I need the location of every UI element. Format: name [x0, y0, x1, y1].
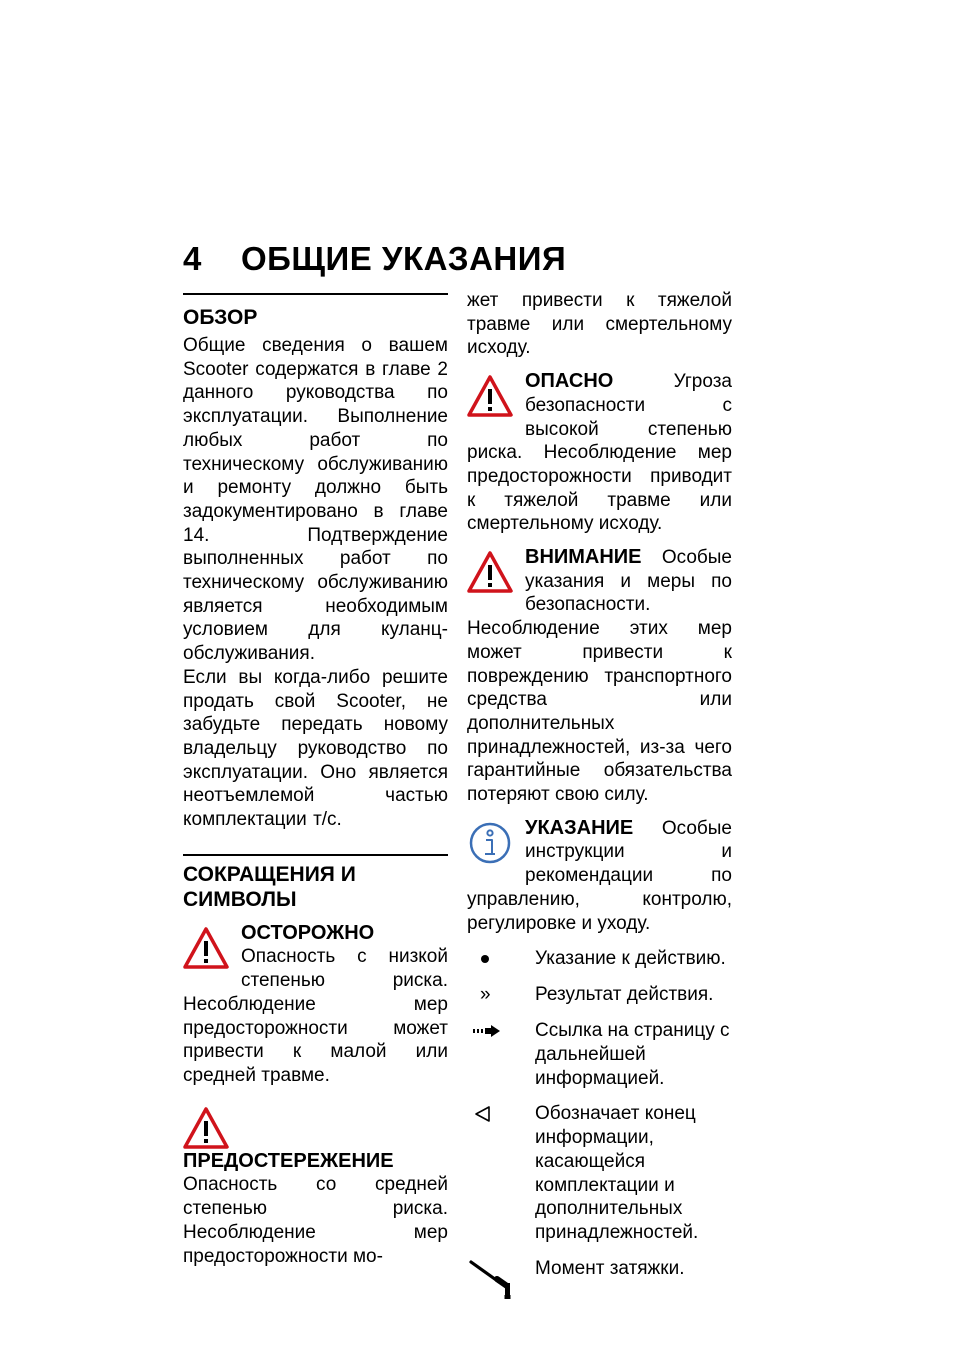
list-item — [467, 1102, 732, 1244]
overview-paragraph-2: Если вы когда-либо решите продать свой Scooter, не забудьте передать новому владельцу руководство по эксплуатации. Оно является неотъемлемой частью комплектации т/с. — [183, 666, 448, 831]
section-divider — [183, 293, 448, 295]
chapter-title — [183, 240, 566, 278]
symbol-description: Обозначает конец информации, касающейся комплектации и дополнительных принадлежностей. — [535, 1103, 699, 1243]
attention-notice — [467, 546, 732, 807]
info-notice — [467, 817, 732, 936]
caution-text: Опасность с низкой степенью риска. Несоблюдение мер предосторожности может привести к малой или средней травме. — [183, 946, 448, 1086]
note-keyword: УКАЗАНИЕ — [525, 816, 634, 839]
attention-text: Особые указания и меры по безопасности. Несоблюдение этих мер может привести к повреждению транспортного средства или дополнительных принадлежностей, из-за чего гарантийные обязательства потеряют свою силу. — [467, 547, 732, 806]
danger-text: Угроза безопасности с высокой степенью риска. Несоблюдение мер предосторожности приводит к тяжелой травме или смертельному исходу. — [467, 371, 732, 535]
end-marker-triangle-icon — [473, 1105, 493, 1123]
attention-keyword: ВНИМАНИЕ — [525, 546, 642, 569]
symbol-list — [467, 947, 732, 1296]
chapter-title-text: ОБЩИЕ УКАЗАНИЯ — [241, 240, 567, 277]
warning-text: Опасность со средней степенью риска. Несоблюдение мер предосторожности мо- — [183, 1174, 448, 1267]
warning-triangle-icon — [467, 550, 513, 594]
warning-triangle-icon — [467, 374, 513, 418]
section-divider — [183, 854, 448, 856]
abbrev-heading: СОКРАЩЕНИЯ И СИМВОЛЫ — [183, 862, 356, 911]
list-item — [467, 1019, 732, 1090]
warning-notice — [183, 1102, 448, 1269]
note-text: Особые инструкции и рекомендации по управлению, контролю, регулировке и уходу. — [467, 817, 732, 934]
caution-notice — [183, 922, 448, 1088]
list-item — [467, 983, 732, 1007]
page-reference-arrow-icon — [473, 1024, 503, 1038]
overview-paragraph-1: Общие сведения о вашем Scooter содержатся в главе 2 данного руководства по эксплуатации. Выполнение любых работ по техническому обслуживанию и ремонту должно быть задокументировано в главе 14. Подтверждение выполненных работ по техническому обслуживанию является необходимым условием для куланц-обслуживания. — [183, 335, 448, 665]
symbol-description: Указание к действию. — [535, 948, 726, 970]
chapter-number: 4 — [183, 240, 202, 277]
info-circle-icon — [467, 821, 513, 865]
symbol-description: Ссылка на страницу с дальнейшей информацией. — [535, 1020, 730, 1089]
list-item — [467, 947, 732, 971]
right-column — [467, 289, 732, 1309]
danger-keyword: ОПАСНО — [525, 370, 614, 393]
bullet-icon — [481, 955, 489, 963]
danger-notice — [467, 370, 732, 536]
warning-triangle-icon — [183, 926, 229, 970]
torque-wrench-icon — [469, 1258, 517, 1302]
warning-continuation: жет привести к тяжелой травме или смертельному исходу. — [467, 290, 732, 359]
symbol-description: Результат действия. — [535, 984, 714, 1006]
warning-keyword: ПРЕДОСТЕРЕЖЕНИЕ — [183, 1149, 394, 1172]
overview-heading: ОБЗОР — [183, 306, 258, 329]
left-column — [183, 293, 448, 1268]
result-arrow-icon: » — [480, 984, 491, 1006]
warning-triangle-icon — [183, 1106, 229, 1150]
caution-keyword: ОСТОРОЖНО — [241, 921, 375, 944]
symbol-description: Момент затяжки. — [535, 1257, 685, 1279]
list-item — [467, 1257, 732, 1297]
